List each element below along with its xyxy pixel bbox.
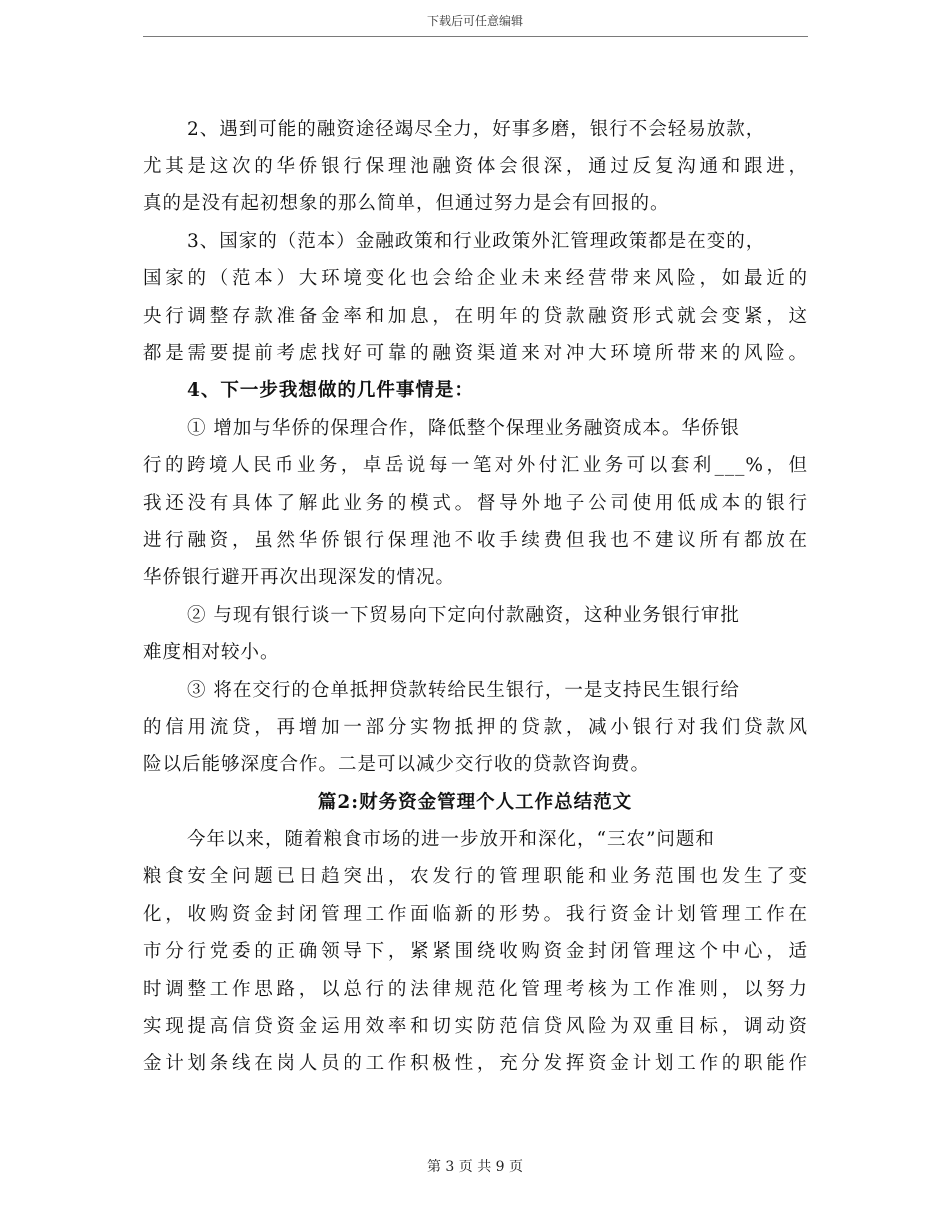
page-header-note: 下载后可任意编辑 — [426, 14, 523, 28]
section-heading: 4、下一步我想做的几件事情是： — [187, 380, 474, 401]
text-line: 金计划条线在岗人员的工作积极性，充分发挥资金计划工作的职能作 — [143, 1053, 808, 1074]
text-line: 险以后能够深度合作。二是可以减少交行收的贷款咨询费。 — [143, 754, 651, 775]
page-number: 第 3 页 共 9 页 — [426, 1159, 524, 1175]
text-line: 3、国家的（范本）金融政策和行业政策外汇管理政策都是在变的， — [187, 231, 766, 252]
text-line: 行的跨境人民币业务，卓岳说每一笔对外付汇业务可以套利___%，但 — [143, 455, 808, 476]
text-line: 难度相对较小。 — [143, 642, 280, 663]
text-line: 我还没有具体了解此业务的模式。督导外地子公司使用低成本的银行 — [143, 493, 808, 514]
text-line: ③ 将在交行的仓单抵押贷款转给民生银行，一是支持民生银行给 — [187, 680, 740, 701]
text-line: 2、遇到可能的融资途径竭尽全力，好事多磨，银行不会轻易放款， — [187, 119, 766, 140]
text-line: 化，收购资金封闭管理工作面临新的形势。我行资金计划管理工作在 — [143, 904, 808, 925]
text-line: 市分行党委的正确领导下，紧紧围绕收购资金封闭管理这个中心，适 — [143, 941, 808, 962]
text-line: 华侨银行避开再次出现深发的情况。 — [143, 567, 456, 588]
text-line: 粮食安全问题已日趋突出，农发行的管理职能和业务范围也发生了变 — [143, 866, 808, 887]
text-line: ② 与现有银行谈一下贸易向下定向付款融资，这种业务银行审批 — [187, 605, 740, 626]
header-divider — [143, 36, 808, 37]
text-line: 国家的（范本）大环境变化也会给企业未来经营带来风险，如最近的 — [143, 268, 808, 289]
text-line: ① 增加与华侨的保理合作，降低整个保理业务融资成本。华侨银 — [187, 418, 740, 439]
text-line: 的信用流贷，再增加一部分实物抵押的贷款，减小银行对我们贷款风 — [143, 717, 808, 738]
text-line: 今年以来，随着粮食市场的进一步放开和深化，“三农”问题和 — [187, 829, 715, 850]
text-line: 时调整工作思路，以总行的法律规范化管理考核为工作准则，以努力 — [143, 979, 808, 1000]
text-line: 实现提高信贷资金运用效率和切实防范信贷风险为双重目标，调动资 — [143, 1016, 808, 1037]
article-title: 篇2:财务资金管理个人工作总结范文 — [317, 792, 633, 813]
text-line: 进行融资，虽然华侨银行保理池不收手续费但我也不建议所有都放在 — [143, 530, 808, 551]
text-line: 央行调整存款准备金率和加息，在明年的贷款融资形式就会变紧，这 — [143, 306, 808, 327]
text-line: 真的是没有起初想象的那么简单，但通过努力是会有回报的。 — [143, 193, 670, 214]
text-line: 尤其是这次的华侨银行保理池融资体会很深，通过反复沟通和跟进， — [143, 156, 808, 177]
text-line: 都是需要提前考虑找好可靠的融资渠道来对冲大环境所带来的风险。 — [143, 343, 808, 364]
